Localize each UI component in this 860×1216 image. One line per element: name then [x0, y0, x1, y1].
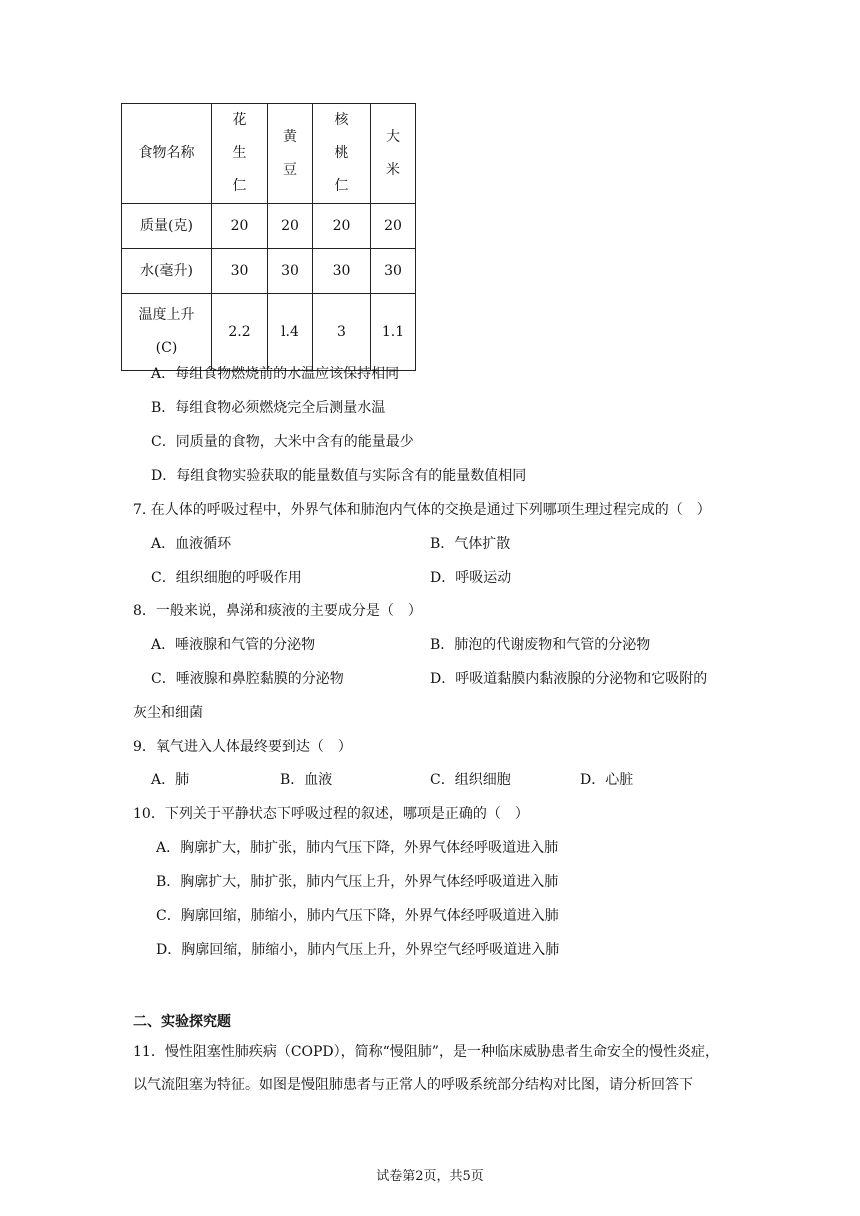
- q9-option-a: A．肺: [151, 772, 190, 788]
- q10-option-a: A．胸廓扩大，肺扩张，肺内气压下降，外界气体经呼吸道进入肺: [156, 840, 559, 856]
- q7-option-b: B．气体扩散: [430, 536, 511, 552]
- q8-option-d-continued: 灰尘和细菌: [133, 705, 203, 721]
- q6-option-b: B．每组食物必须燃烧完全后测量水温: [151, 400, 386, 416]
- q8-option-a: A．唾液腺和气管的分泌物: [151, 637, 316, 653]
- q11-stem-line-1: 11．慢性阻塞性肺疾病（COPD），简称“慢阻肺”，是一种临床威胁患者生命安全的慢性炎症，: [133, 1044, 719, 1060]
- page-footer: 试卷第2页，共5页: [376, 1169, 484, 1184]
- table-header-cell: 食物名称: [122, 104, 212, 204]
- table-cell: 3: [313, 294, 371, 371]
- table-cell: 30: [313, 249, 371, 294]
- q10-option-b: B．胸廓扩大，肺扩张，肺内气压上升，外界气体经呼吸道进入肺: [156, 874, 559, 890]
- q8-option-c: C．唾液腺和鼻腔黏膜的分泌物: [151, 671, 344, 687]
- table-cell: 温度上升(C): [122, 294, 212, 371]
- table-cell: 30: [268, 249, 313, 294]
- table-row: [122, 294, 416, 371]
- table-cell: l.4: [268, 294, 313, 371]
- section-heading: 二、实验探究题: [133, 1014, 231, 1030]
- q7-option-c: C．组织细胞的呼吸作用: [151, 570, 302, 586]
- q9-option-b: B．血液: [280, 772, 333, 788]
- q8-stem: 8．一般来说，鼻涕和痰液的主要成分是（ ）: [133, 603, 422, 619]
- q9-option-c: C．组织细胞: [430, 772, 511, 788]
- table-header-cell: 花生仁: [212, 104, 268, 204]
- q9-stem: 9．氧气进入人体最终要到达（ ）: [133, 739, 352, 755]
- table-cell: 30: [212, 249, 268, 294]
- q7-option-a: A．血液循环: [151, 536, 232, 552]
- q7-option-d: D．呼吸运动: [430, 570, 512, 586]
- q8-option-b: B．肺泡的代谢废物和气管的分泌物: [430, 637, 651, 653]
- table-cell: 20: [212, 204, 268, 249]
- q6-option-a: A．每组食物燃烧前的水温应该保持相同: [151, 366, 400, 382]
- q10-option-c: C．胸廓回缩，肺缩小，肺内气压下降，外界气体经呼吸道进入肺: [156, 908, 559, 924]
- table-row: [122, 249, 416, 294]
- table-cell: 1.1: [371, 294, 416, 371]
- table-row: [122, 204, 416, 249]
- table-header-cell: 黄豆: [268, 104, 313, 204]
- table-cell: 30: [371, 249, 416, 294]
- table-header-cell: 大米: [371, 104, 416, 204]
- q6-option-d: D．每组食物实验获取的能量数值与实际含有的能量数值相同: [151, 468, 527, 484]
- q10-option-d: D．胸廓回缩，肺缩小，肺内气压上升，外界空气经呼吸道进入肺: [156, 942, 560, 958]
- table-cell: 20: [313, 204, 371, 249]
- q11-stem-line-2: 以气流阻塞为特征。如图是慢阻肺患者与正常人的呼吸系统部分结构对比图，请分析回答下: [133, 1077, 693, 1093]
- table-cell: 2.2: [212, 294, 268, 371]
- q6-option-c: C．同质量的食物，大米中含有的能量最少: [151, 434, 414, 450]
- q8-option-d: D．呼吸道黏膜内黏液腺的分泌物和它吸附的: [430, 671, 708, 687]
- table-header-cell: 核桃仁: [313, 104, 371, 204]
- food-energy-table: [121, 103, 416, 371]
- table-header-row: [122, 104, 416, 204]
- table-cell: 20: [268, 204, 313, 249]
- table-cell: 20: [371, 204, 416, 249]
- q10-stem: 10．下列关于平静状态下呼吸过程的叙述，哪项是正确的（ ）: [133, 806, 529, 822]
- table-cell: 质量(克): [122, 204, 212, 249]
- table-cell: 水(毫升): [122, 249, 212, 294]
- q7-stem: 7. 在人体的呼吸过程中，外界气体和肺泡内气体的交换是通过下列哪项生理过程完成的（ ）: [133, 502, 711, 518]
- q9-option-d: D．心脏: [580, 772, 634, 788]
